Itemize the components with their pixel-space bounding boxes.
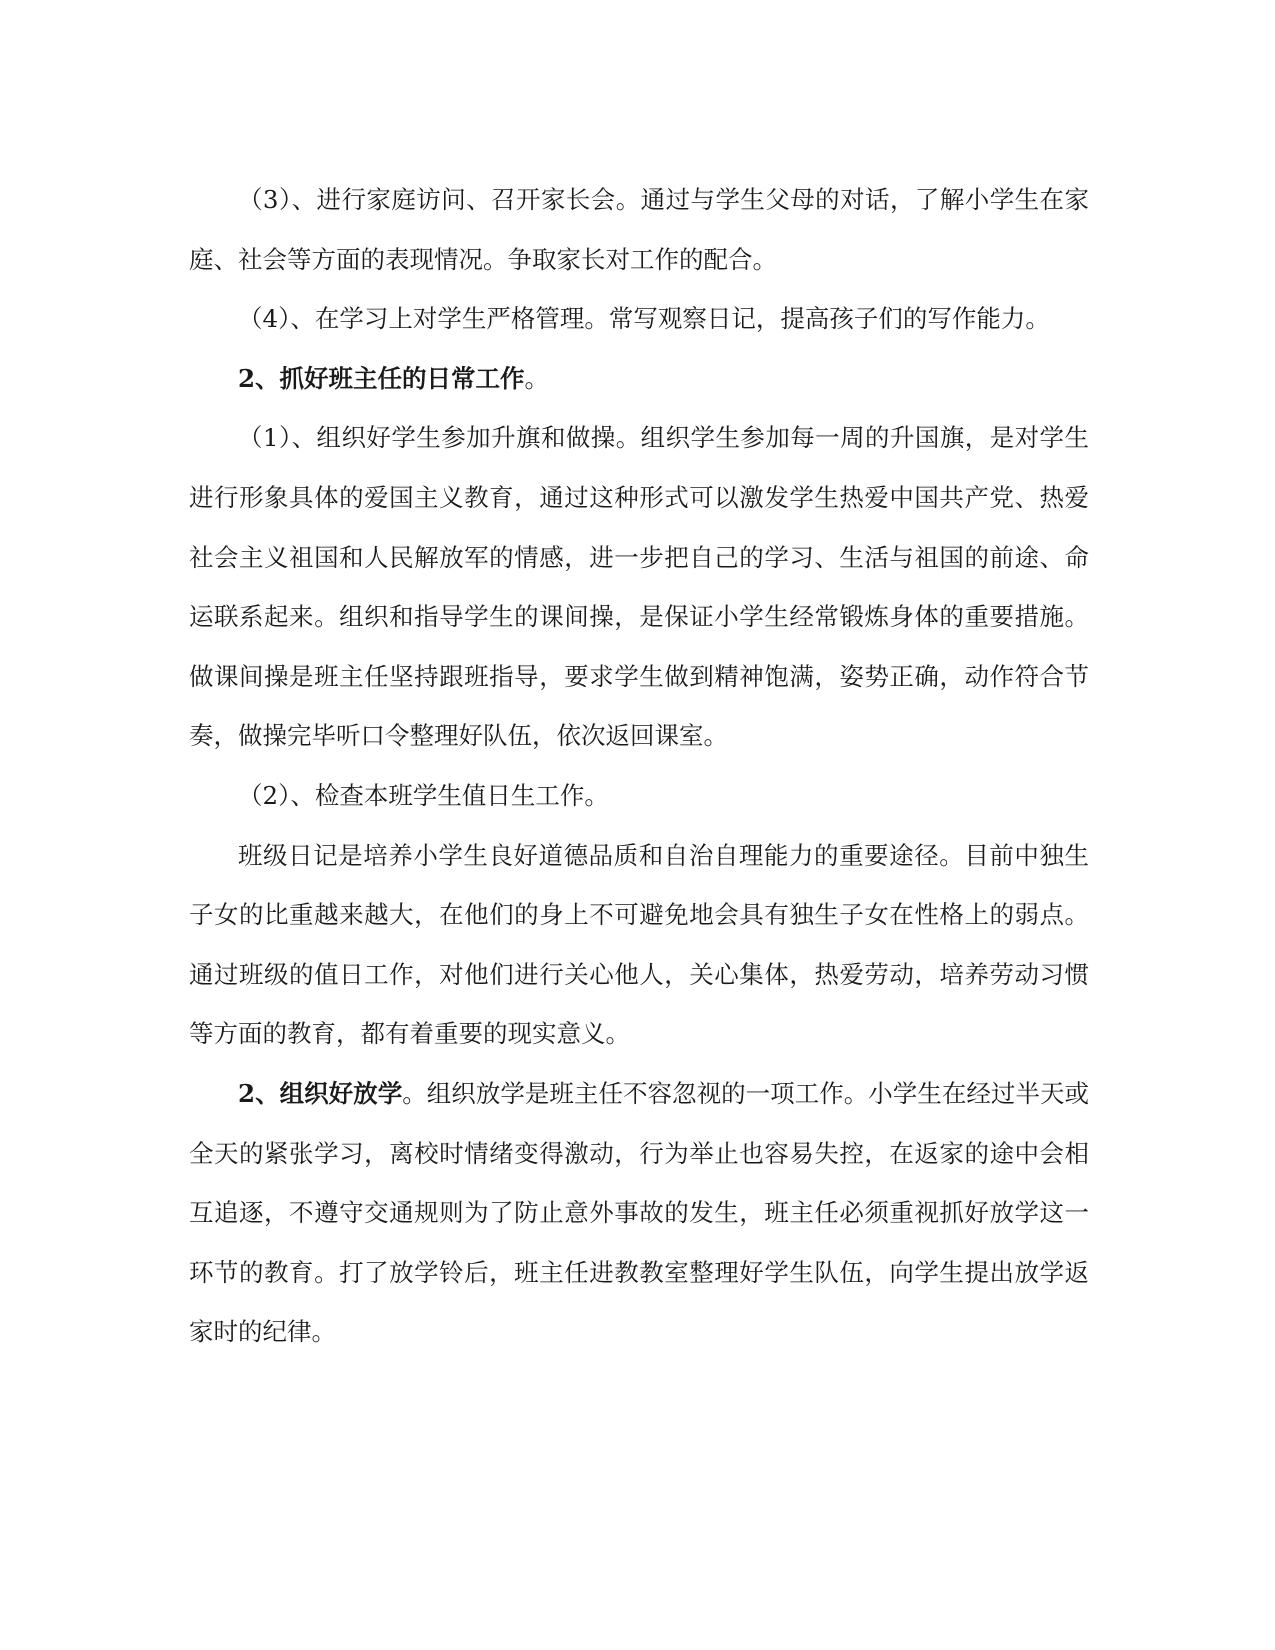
paragraph-class-diary [189,826,1089,1064]
paragraph-text: （1）、组织好学生参加升旗和做操。组织学生参加每一周的升国旗，是对学生进行形象具体的爱国主义教育，通过这种形式可以激发学生热爱中国共产党、热爱社会主义祖国和人民解放军的情感，进一步把自己的学习、生活与祖国的前途、命运联系起来。组织和指导学生的课间操，是保证小学生经常锻炼身体的重要措施。做课间操是班主任坚持跟班指导，要求学生做到精神饱满，姿势正确，动作符合节奏，做操完毕听口令整理好队伍，依次返回课室。 [189,423,1089,751]
paragraph-text: 班级日记是培养小学生良好道德品质和自治自理能力的重要途径。目前中独生子女的比重越来越大，在他们的身上不可避免地会具有独生子女在性格上的弱点。通过班级的值日工作，对他们进行关心他人，关心集体，热爱劳动，培养劳动习惯等方面的教育，都有着重要的现实意义。 [189,840,1089,1049]
document-body [189,170,1089,1362]
paragraph-text: （3）、进行家庭访问、召开家长会。通过与学生父母的对话，了解小学生在家庭、社会等方面的表现情况。争取家长对工作的配合。 [189,185,1089,274]
paragraph-home-visits [189,170,1089,289]
paragraph-flag-and-exercise [189,408,1089,766]
paragraph-text: 。组织放学是班主任不容忽视的一项工作。小学生在经过半天或全天的紧张学习，离校时情绪变得激动，行为举止也容易失控，在返家的途中会相互追逐，不遵守交通规则为了防止意外事故的发生，班主任必须重视抓好放学这一环节的教育。打了放学铃后，班主任进教教室整理好学生队伍，向学生提出放学返家时的纪律。 [189,1078,1090,1347]
section-heading-daily-work [189,349,1089,409]
paragraph-study-management [189,289,1089,349]
paragraph-text: 。 [524,363,550,393]
paragraph-duty-check [189,766,1089,826]
section-heading-text: 2、组织好放学 [238,1078,403,1108]
section-heading-text: 2、抓好班主任的日常工作 [238,363,525,393]
paragraph-text: （2）、检查本班学生值日生工作。 [238,780,609,810]
paragraph-dismissal [189,1064,1089,1362]
paragraph-text: （4）、在学习上对学生严格管理。常写观察日记，提高孩子们的写作能力。 [238,304,1050,334]
